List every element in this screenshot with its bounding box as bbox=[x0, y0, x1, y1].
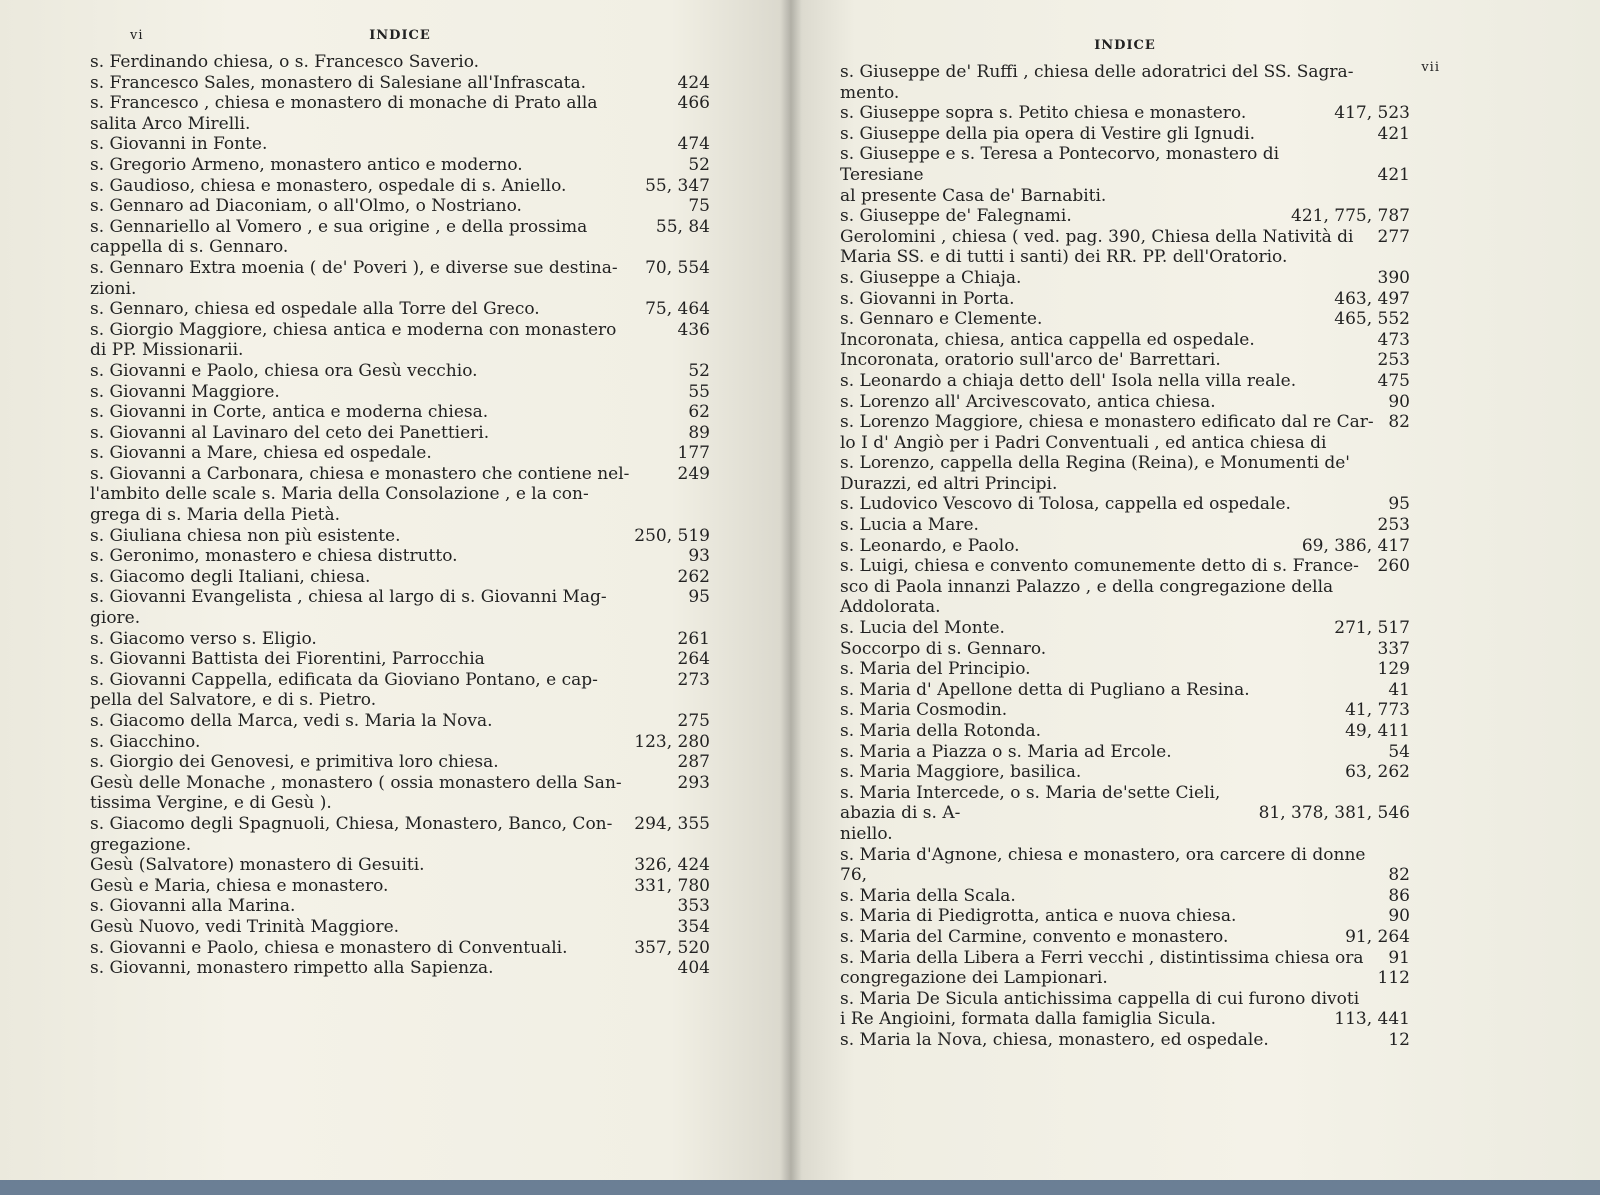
entry-pages: 113, 441 bbox=[1334, 1009, 1410, 1030]
index-entry bbox=[90, 52, 710, 73]
index-entry bbox=[840, 350, 1410, 371]
entry-pages: 91, 264 bbox=[1345, 926, 1410, 947]
index-entry bbox=[840, 247, 1410, 268]
entry-text: zioni. bbox=[90, 278, 137, 299]
index-entry bbox=[840, 762, 1410, 783]
entry-pages: 41, 773 bbox=[1345, 700, 1410, 721]
index-entry bbox=[840, 289, 1410, 310]
entry-text: Gerolomini , chiesa ( ved. pag. 390, Chiesa della Natività di bbox=[840, 226, 1354, 247]
index-entry bbox=[90, 114, 710, 135]
index-entry bbox=[840, 83, 1410, 104]
entry-text: s. Lorenzo all' Arcivescovato, antica chiesa. bbox=[840, 391, 1216, 412]
entry-pages: 177 bbox=[677, 443, 710, 464]
entry-text: s. Maria Cosmodin. bbox=[840, 700, 1008, 721]
entry-text: s. Giovanni Battista dei Fiorentini, Parrocchia bbox=[90, 649, 485, 670]
entry-text: Gesù (Salvatore) monastero di Gesuiti. bbox=[90, 855, 425, 876]
index-entry bbox=[840, 206, 1410, 227]
entry-pages: 49, 411 bbox=[1345, 721, 1410, 741]
index-entry bbox=[840, 783, 1410, 824]
entry-text: s. Maria Maggiore, basilica. bbox=[840, 762, 1082, 783]
entry-text: s. Giuseppe sopra s. Petito chiesa e monastero. bbox=[840, 103, 1247, 124]
entry-text: s. Maria Intercede, o s. Maria de'sette Cieli, abazia di s. A- bbox=[840, 782, 1221, 824]
entry-text: s. Giacomo degli Spagnuoli, Chiesa, Monastero, Banco, Con- bbox=[90, 813, 613, 834]
entry-pages: 55 bbox=[688, 381, 710, 402]
index-entry bbox=[840, 124, 1410, 145]
right-running-head: INDICE bbox=[1094, 38, 1156, 53]
index-entry bbox=[840, 989, 1410, 1010]
entry-text: s. Maria d'Agnone, chiesa e monastero, ora carcere di donne 76, bbox=[840, 844, 1366, 886]
entry-pages: 294, 355 bbox=[634, 813, 710, 834]
index-entry bbox=[90, 320, 710, 341]
entry-pages: 12 bbox=[1388, 1029, 1410, 1050]
index-entry bbox=[90, 814, 710, 835]
entry-pages: 264 bbox=[677, 649, 710, 670]
index-entry bbox=[90, 711, 710, 732]
entry-text: s. Francesco Sales, monastero di Salesiane all'Infrascata. bbox=[90, 72, 586, 93]
entry-text: l'ambito delle scale s. Maria della Consolazione , e la con- bbox=[90, 484, 589, 505]
entry-text: s. Ferdinando chiesa, o s. Francesco Saverio. bbox=[90, 52, 480, 72]
entry-pages: 69, 386, 417 bbox=[1301, 535, 1410, 556]
index-entry bbox=[90, 340, 710, 361]
entry-text: Durazzi, ed altri Principi. bbox=[840, 473, 1058, 494]
right-page bbox=[790, 0, 1600, 1180]
entry-text: s. Giovanni in Fonte. bbox=[90, 134, 268, 155]
entry-pages: 90 bbox=[1388, 391, 1410, 412]
index-entry bbox=[840, 577, 1410, 598]
index-entry bbox=[90, 176, 710, 197]
entry-pages: 52 bbox=[688, 360, 710, 381]
entry-text: s. Gennaro Extra moenia ( de' Poveri ), e diverse sue destina- bbox=[90, 257, 618, 278]
entry-text: Addolorata. bbox=[840, 597, 941, 618]
index-entry bbox=[90, 938, 710, 959]
index-entry bbox=[840, 845, 1410, 886]
entry-pages: 249 bbox=[677, 463, 710, 484]
entry-text: s. Maria a Piazza o s. Maria ad Ercole. bbox=[840, 741, 1172, 762]
entry-pages: 404 bbox=[677, 958, 710, 979]
index-entry bbox=[840, 371, 1410, 392]
entry-text: s. Giuseppe a Chiaja. bbox=[840, 267, 1022, 288]
entry-pages: 436 bbox=[677, 319, 710, 340]
index-entry bbox=[840, 536, 1410, 557]
entry-pages: 287 bbox=[677, 752, 710, 773]
entry-text: s. Giovanni in Porta. bbox=[840, 288, 1015, 309]
index-entry bbox=[90, 567, 710, 588]
entry-pages: 70, 554 bbox=[645, 257, 710, 278]
index-entry bbox=[840, 227, 1410, 248]
index-entry bbox=[840, 62, 1410, 83]
entry-pages: 417, 523 bbox=[1334, 103, 1410, 124]
index-entry bbox=[840, 330, 1410, 351]
entry-text: s. Gregorio Armeno, monastero antico e moderno. bbox=[90, 154, 523, 175]
index-entry bbox=[840, 268, 1410, 289]
entry-pages: 93 bbox=[688, 546, 710, 567]
index-entry bbox=[840, 103, 1410, 124]
index-entry bbox=[840, 680, 1410, 701]
left-page-folio: vi bbox=[130, 28, 144, 43]
entry-pages: 260 bbox=[1377, 556, 1410, 577]
index-entry bbox=[840, 474, 1410, 495]
index-entry bbox=[840, 1030, 1410, 1051]
index-entry bbox=[90, 464, 710, 485]
entry-text: s. Maria del Principio. bbox=[840, 659, 1031, 680]
entry-text: s. Giovanni Maggiore. bbox=[90, 381, 280, 402]
entry-text: s. Leonardo a chiaja detto dell' Isola nella villa reale. bbox=[840, 370, 1297, 391]
index-entry bbox=[90, 690, 710, 711]
entry-text: s. Ludovico Vescovo di Tolosa, cappella ed ospedale. bbox=[840, 494, 1291, 515]
entry-text: s. Giorgio Maggiore, chiesa antica e moderna con monastero bbox=[90, 319, 617, 340]
entry-text: Gesù Nuovo, vedi Trinità Maggiore. bbox=[90, 916, 400, 937]
entry-text: s. Maria di Piedigrotta, antica e nuova chiesa. bbox=[840, 906, 1237, 927]
entry-text: lo I d' Angiò per i Padri Conventuali , ed antica chiesa di bbox=[840, 432, 1327, 453]
entry-text: s. Maria De Sicula antichissima cappella di cui furono divoti bbox=[840, 988, 1360, 1009]
index-entry bbox=[90, 608, 710, 629]
entry-pages: 54 bbox=[1388, 741, 1410, 762]
entry-text: s. Giovanni e Paolo, chiesa ora Gesù vecchio. bbox=[90, 360, 478, 381]
entry-pages: 271, 517 bbox=[1334, 618, 1410, 639]
index-entry bbox=[90, 196, 710, 217]
index-entry bbox=[840, 186, 1410, 207]
index-entry bbox=[840, 700, 1410, 721]
entry-pages: 75, 464 bbox=[645, 299, 710, 320]
index-entry bbox=[90, 917, 710, 938]
entry-text: s. Lucia a Mare. bbox=[840, 515, 979, 536]
entry-text: s. Maria del Carmine, convento e monastero. bbox=[840, 926, 1229, 947]
entry-text: s. Geronimo, monastero e chiesa distrutto. bbox=[90, 546, 458, 567]
entry-text: s. Giacomo verso s. Eligio. bbox=[90, 628, 317, 649]
index-entry bbox=[840, 309, 1410, 330]
entry-text: gregazione. bbox=[90, 834, 192, 855]
entry-text: s. Giovanni Cappella, edificata da Gioviano Pontano, e cap- bbox=[90, 669, 598, 690]
entry-pages: 82 bbox=[1388, 865, 1410, 886]
left-page-header bbox=[90, 28, 710, 50]
entry-pages: 275 bbox=[677, 711, 710, 731]
entry-text: s. Giacchino. bbox=[90, 731, 201, 752]
entry-text: s. Lorenzo Maggiore, chiesa e monastero edificato dal re Car- bbox=[840, 412, 1374, 433]
entry-text: Gesù delle Monache , monastero ( ossia monastero della San- bbox=[90, 772, 622, 793]
entry-pages: 261 bbox=[677, 628, 710, 649]
index-entry bbox=[90, 587, 710, 608]
index-entry bbox=[90, 258, 710, 279]
entry-text: Soccorpo di s. Gennaro. bbox=[840, 638, 1047, 659]
entry-text: s. Giuseppe della pia opera di Vestire gli Ignudi. bbox=[840, 123, 1256, 144]
entry-text: cappella di s. Gennaro. bbox=[90, 237, 289, 258]
entry-pages: 353 bbox=[677, 896, 710, 917]
entry-pages: 273 bbox=[677, 669, 710, 690]
index-entry bbox=[90, 155, 710, 176]
entry-text: giore. bbox=[90, 608, 141, 629]
entry-text: s. Gennariello al Vomero , e sua origine , e della prossima bbox=[90, 216, 588, 237]
entry-text: s. Lucia del Monte. bbox=[840, 618, 1005, 639]
index-entry bbox=[90, 423, 710, 444]
index-entry bbox=[90, 732, 710, 753]
entry-pages: 465, 552 bbox=[1334, 309, 1410, 330]
entry-pages: 421, 775, 787 bbox=[1291, 206, 1410, 227]
entry-pages: 326, 424 bbox=[634, 855, 710, 876]
right-index-list bbox=[840, 62, 1410, 1051]
entry-text: s. Luigi, chiesa e convento comunemente detto di s. France- bbox=[840, 556, 1359, 577]
entry-pages: 253 bbox=[1377, 350, 1410, 371]
index-entry bbox=[840, 618, 1410, 639]
index-entry bbox=[90, 649, 710, 670]
entry-text: grega di s. Maria della Pietà. bbox=[90, 505, 341, 526]
entry-text: Incoronata, chiesa, antica cappella ed ospedale. bbox=[840, 329, 1255, 350]
entry-pages: 55, 84 bbox=[655, 216, 710, 237]
entry-pages: 337 bbox=[1377, 638, 1410, 659]
book-gutter bbox=[780, 0, 802, 1180]
entry-pages: 86 bbox=[1388, 885, 1410, 906]
index-entry bbox=[90, 773, 710, 794]
entry-text: Incoronata, oratorio sull'arco de' Barrettari. bbox=[840, 350, 1221, 371]
entry-pages: 473 bbox=[1377, 329, 1410, 350]
index-entry bbox=[840, 144, 1410, 185]
entry-text: s. Leonardo, e Paolo. bbox=[840, 535, 1020, 556]
entry-text: mento. bbox=[840, 82, 900, 103]
entry-pages: 63, 262 bbox=[1345, 762, 1410, 783]
index-entry bbox=[840, 412, 1410, 433]
entry-pages: 293 bbox=[677, 772, 710, 793]
entry-pages: 91 bbox=[1388, 947, 1410, 968]
entry-text: pella del Salvatore, e di s. Pietro. bbox=[90, 690, 377, 711]
entry-pages: 357, 520 bbox=[634, 937, 710, 958]
entry-pages: 424 bbox=[677, 72, 710, 93]
entry-text: niello. bbox=[840, 823, 893, 844]
left-running-head: INDICE bbox=[369, 28, 431, 43]
index-entry bbox=[840, 433, 1410, 454]
index-entry bbox=[90, 546, 710, 567]
index-entry bbox=[840, 927, 1410, 948]
entry-text: i Re Angioini, formata dalla famiglia Sicula. bbox=[840, 1009, 1217, 1030]
right-page-folio: vii bbox=[1421, 60, 1440, 75]
entry-pages: 421 bbox=[1377, 164, 1410, 185]
entry-text: s. Maria la Nova, chiesa, monastero, ed ospedale. bbox=[840, 1029, 1269, 1050]
entry-pages: 52 bbox=[688, 154, 710, 175]
index-entry bbox=[840, 824, 1410, 845]
entry-pages: 421 bbox=[1377, 123, 1410, 144]
index-entry bbox=[840, 453, 1410, 474]
entry-text: al presente Casa de' Barnabiti. bbox=[840, 185, 1107, 206]
entry-pages: 354 bbox=[677, 916, 710, 937]
index-entry bbox=[840, 906, 1410, 927]
entry-pages: 474 bbox=[677, 134, 710, 155]
index-entry bbox=[840, 639, 1410, 660]
entry-pages: 475 bbox=[1377, 370, 1410, 391]
index-entry bbox=[840, 948, 1410, 969]
entry-text: s. Giovanni in Corte, antica e moderna chiesa. bbox=[90, 402, 489, 423]
index-entry bbox=[90, 93, 710, 114]
index-entry bbox=[840, 556, 1410, 577]
entry-pages: 129 bbox=[1377, 659, 1410, 680]
index-entry bbox=[90, 835, 710, 856]
entry-text: s. Maria della Scala. bbox=[840, 885, 1016, 906]
left-index-list bbox=[90, 52, 710, 979]
entry-text: salita Arco Mirelli. bbox=[90, 113, 251, 134]
left-page bbox=[0, 0, 790, 1180]
entry-text: s. Lorenzo, cappella della Regina (Reina), e Monumenti de' bbox=[840, 453, 1350, 474]
entry-pages: 390 bbox=[1377, 267, 1410, 288]
entry-text: s. Giovanni alla Marina. bbox=[90, 896, 296, 917]
index-entry bbox=[90, 402, 710, 423]
index-entry bbox=[90, 217, 710, 238]
entry-text: s. Giuliana chiesa non più esistente. bbox=[90, 525, 401, 546]
index-entry bbox=[840, 721, 1410, 742]
index-entry bbox=[840, 597, 1410, 618]
entry-pages: 90 bbox=[1388, 906, 1410, 927]
entry-pages: 112 bbox=[1377, 968, 1410, 989]
entry-text: s. Giovanni e Paolo, chiesa e monastero di Conventuali. bbox=[90, 937, 568, 958]
index-entry bbox=[90, 237, 710, 258]
index-entry bbox=[90, 896, 710, 917]
index-entry bbox=[840, 968, 1410, 989]
entry-pages: 331, 780 bbox=[634, 875, 710, 896]
entry-text: s. Giuseppe e s. Teresa a Pontecorvo, monastero di Teresiane bbox=[840, 144, 1280, 185]
entry-pages: 41 bbox=[1388, 679, 1410, 700]
index-entry bbox=[90, 958, 710, 979]
entry-pages: 262 bbox=[677, 566, 710, 587]
index-entry bbox=[90, 443, 710, 464]
entry-text: s. Giacomo degli Italiani, chiesa. bbox=[90, 566, 371, 587]
index-entry bbox=[840, 1009, 1410, 1030]
entry-text: sco di Paola innanzi Palazzo , e della congregazione della bbox=[840, 576, 1334, 597]
index-entry bbox=[840, 886, 1410, 907]
entry-text: s. Giuseppe de' Falegnami. bbox=[840, 206, 1072, 227]
entry-pages: 123, 280 bbox=[634, 731, 710, 752]
index-entry bbox=[840, 659, 1410, 680]
entry-pages: 81, 378, 381, 546 bbox=[1258, 803, 1410, 824]
index-entry bbox=[90, 361, 710, 382]
entry-pages: 82 bbox=[1388, 412, 1410, 433]
entry-text: s. Giovanni, monastero rimpetto alla Sapienza. bbox=[90, 958, 494, 979]
index-entry bbox=[90, 505, 710, 526]
index-entry bbox=[90, 279, 710, 300]
index-entry bbox=[90, 752, 710, 773]
entry-text: s. Gaudioso, chiesa e monastero, ospedale di s. Aniello. bbox=[90, 175, 567, 196]
entry-pages: 95 bbox=[1388, 494, 1410, 515]
entry-pages: 466 bbox=[677, 93, 710, 114]
entry-text: congregazione dei Lampionari. bbox=[840, 968, 1108, 989]
entry-pages: 75 bbox=[688, 196, 710, 217]
index-entry bbox=[90, 793, 710, 814]
index-entry bbox=[90, 73, 710, 94]
entry-text: s. Giovanni a Mare, chiesa ed ospedale. bbox=[90, 443, 432, 464]
entry-text: s. Maria d' Apellone detta di Pugliano a Resina. bbox=[840, 679, 1250, 700]
entry-text: Gesù e Maria, chiesa e monastero. bbox=[90, 875, 389, 896]
entry-pages: 250, 519 bbox=[634, 525, 710, 546]
index-entry bbox=[90, 484, 710, 505]
index-entry bbox=[840, 494, 1410, 515]
entry-text: s. Maria della Rotonda. bbox=[840, 721, 1042, 741]
index-entry bbox=[90, 299, 710, 320]
entry-text: s. Gennaro, chiesa ed ospedale alla Torre del Greco. bbox=[90, 299, 540, 320]
index-entry bbox=[90, 134, 710, 155]
entry-text: s. Giovanni a Carbonara, chiesa e monastero che contiene nel- bbox=[90, 463, 630, 484]
entry-text: s. Gennaro ad Diaconiam, o all'Olmo, o Nostriano. bbox=[90, 196, 522, 217]
entry-text: s. Giuseppe de' Ruffi , chiesa delle adoratrici del SS. Sagra- bbox=[840, 62, 1354, 82]
index-entry bbox=[840, 392, 1410, 413]
entry-pages: 277 bbox=[1377, 226, 1410, 247]
index-entry bbox=[90, 670, 710, 691]
index-entry bbox=[90, 526, 710, 547]
entry-text: s. Giovanni al Lavinaro del ceto dei Panettieri. bbox=[90, 422, 490, 443]
entry-text: s. Francesco , chiesa e monastero di monache di Prato alla bbox=[90, 93, 598, 114]
index-entry bbox=[840, 742, 1410, 763]
entry-text: di PP. Missionarii. bbox=[90, 340, 244, 361]
entry-text: s. Gennaro e Clemente. bbox=[840, 309, 1043, 330]
index-entry bbox=[90, 855, 710, 876]
entry-pages: 89 bbox=[688, 422, 710, 443]
entry-text: tissima Vergine, e di Gesù ). bbox=[90, 793, 332, 814]
entry-text: s. Giorgio dei Genovesi, e primitiva loro chiesa. bbox=[90, 752, 499, 773]
entry-pages: 463, 497 bbox=[1334, 288, 1410, 309]
entry-pages: 55, 347 bbox=[645, 175, 710, 196]
entry-text: s. Maria della Libera a Ferri vecchi , distintissima chiesa ora bbox=[840, 947, 1364, 968]
entry-pages: 62 bbox=[688, 402, 710, 423]
index-entry bbox=[90, 382, 710, 403]
entry-text: s. Giovanni Evangelista , chiesa al largo di s. Giovanni Mag- bbox=[90, 587, 607, 608]
index-entry bbox=[90, 629, 710, 650]
index-entry bbox=[840, 515, 1410, 536]
entry-text: s. Giacomo della Marca, vedi s. Maria la Nova. bbox=[90, 711, 493, 731]
entry-text: Maria SS. e di tutti i santi) dei RR. PP. dell'Oratorio. bbox=[840, 247, 1288, 268]
entry-pages: 253 bbox=[1377, 515, 1410, 536]
index-entry bbox=[90, 876, 710, 897]
entry-pages: 95 bbox=[688, 587, 710, 608]
